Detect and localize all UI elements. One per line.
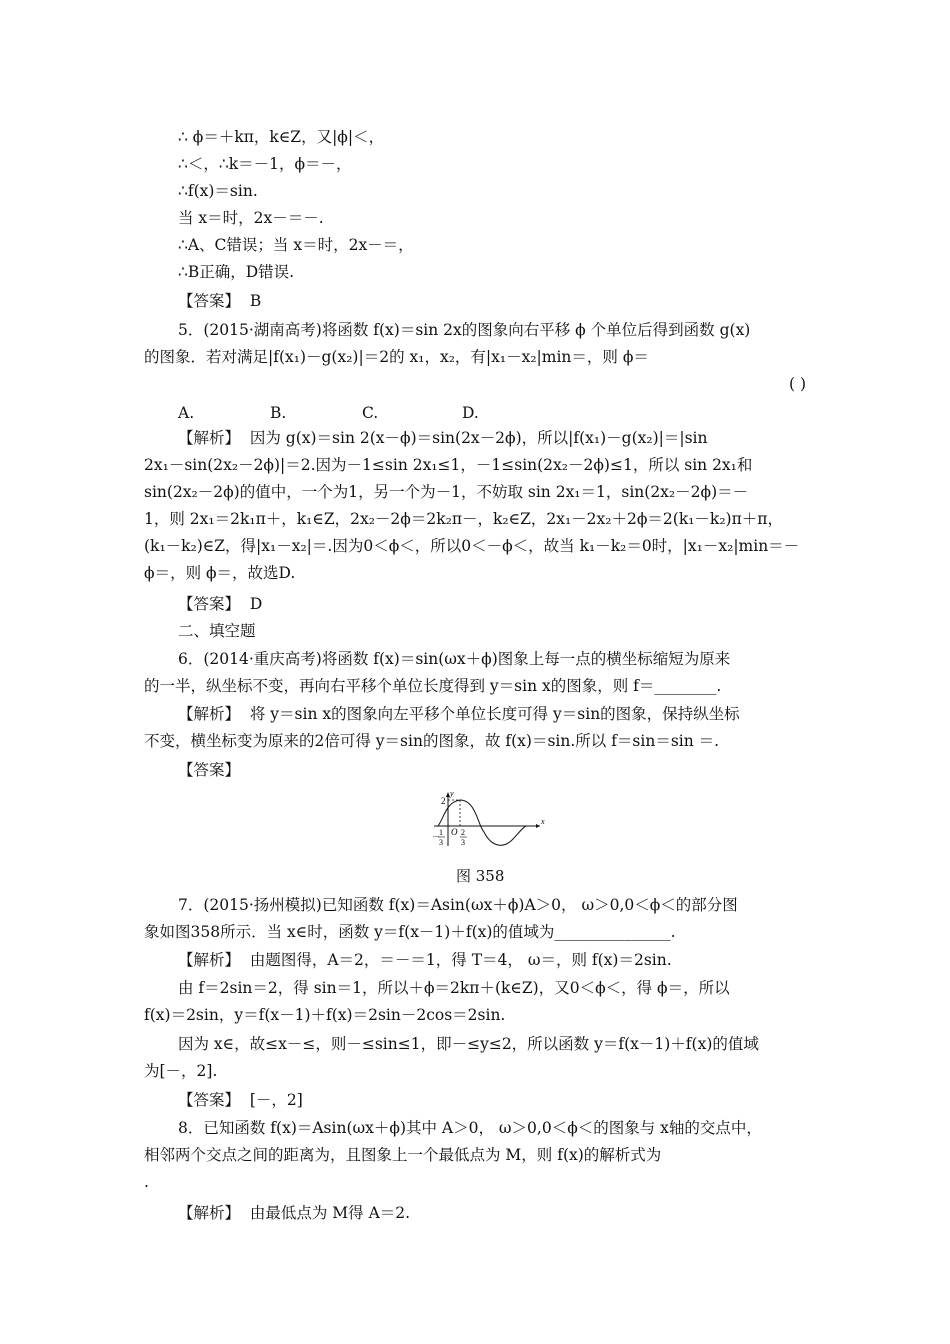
question-6-line: 6．(2014·重庆高考)将函数 f(x)＝sin(ωx＋ϕ)图象上每一点的横坐标缩短为原来 <box>178 650 731 668</box>
text-line: ∴ ϕ＝＋kπ，k∈Z，又|ϕ|＜， <box>178 128 385 146</box>
answer-bracket: ( ) <box>788 375 806 393</box>
question-8-line: 8．已知函数 f(x)＝Asin(ωx＋ϕ)其中 A＞0， ω＞0,0＜ϕ＜的图象与 x轴的交点中， <box>178 1119 762 1137</box>
sine-curve <box>438 800 526 845</box>
answer-line: 【答案】 <box>178 761 241 779</box>
analysis-line: f(x)＝2sin，y＝f(x－1)＋f(x)＝2sin－2cos＝2sin. <box>144 1006 506 1024</box>
x-axis-label: x <box>541 817 545 826</box>
question-7-line: 象如图358所示．当 x∈时，函数 y＝f(x－1)＋f(x)的值域为_______________. <box>144 923 676 941</box>
text-line: ∴B正确，D错误. <box>178 263 295 281</box>
choice-d: D. <box>462 404 479 422</box>
analysis-line: ϕ＝，则 ϕ＝，故选D. <box>144 564 296 582</box>
question-5-line: 的图象．若对满足|f(x₁)－g(x₂)|＝2的 x₁，x₂，有|x₁－x₂|min＝，则 ϕ＝ <box>144 348 649 366</box>
y-tick-2: 2 <box>441 796 446 806</box>
analysis-line: sin(2x₂－2ϕ)的值中，一个为1，另一个为－1，不妨取 sin 2x₁＝1，sin(2x₂－2ϕ)＝－ <box>144 483 749 501</box>
choice-a: A. <box>178 404 195 422</box>
text-line: 当 x＝时，2x－＝－. <box>178 209 324 227</box>
x-axis-arrow <box>536 824 540 828</box>
question-8-line: 相邻两个交点之间的距离为，且图象上一个最低点为 M，则 f(x)的解析式为 <box>144 1146 662 1164</box>
analysis-line: (k₁－k₂)∈Z，得|x₁－x₂|＝.因为0＜ϕ＜，所以0＜－ϕ＜，故当 k₁－k₂＝0时，|x₁－x₂|min＝－ <box>144 537 800 555</box>
question-5-line: 5．(2015·湖南高考)将函数 f(x)＝sin 2x的图象向右平移 ϕ 个单位后得到函数 g(x) <box>178 321 751 339</box>
figure-caption: 图 358 <box>456 867 505 885</box>
analysis-line: 由 f＝2sin＝2，得 sin＝1，所以＋ϕ＝2kπ＋(k∈Z)，又0＜ϕ＜，得 ϕ＝，所以 <box>178 979 730 997</box>
choice-b: B. <box>270 404 287 422</box>
analysis-line: 1，则 2x₁＝2k₁π＋，k₁∈Z，2x₂－2ϕ＝2k₂π－，k₂∈Z，2x₁－2x₂＋2ϕ＝2(k₁－k₂)π＋π， <box>144 510 783 528</box>
y-axis-label: y <box>450 789 454 798</box>
analysis-line: 【解析】 将 y＝sin x的图象向左平移个单位长度可得 y＝sin的图象，保持纵坐标 <box>178 705 740 723</box>
origin-label: O <box>451 827 458 837</box>
analysis-line: 2x₁－sin(2x₂－2ϕ)|＝2.因为－1≤sin 2x₁≤1，－1≤sin(2x₂－2ϕ)≤1，所以 sin 2x₁和 <box>144 456 753 474</box>
analysis-line: 【解析】 因为 g(x)＝sin 2(x－ϕ)＝sin(2x－2ϕ)，所以|f(x₁)－g(x₂)|＝|sin <box>178 429 708 447</box>
text-line: ∴f(x)＝sin. <box>178 182 258 200</box>
analysis-line: 【解析】 由题图得，A＝2，＝－＝1，得 T＝4， ω＝，则 f(x)＝2sin. <box>178 951 672 969</box>
question-8-line: . <box>144 1173 149 1191</box>
tick-2-3-denominator: 3 <box>461 838 465 847</box>
text-line: ∴＜，∴k＝－1，ϕ＝－， <box>178 155 352 173</box>
analysis-line: 为[－，2]. <box>144 1062 218 1080</box>
tick-minus-sign: － <box>432 832 440 841</box>
text-line: ∴A、C错误；当 x＝时，2x－＝， <box>178 236 414 254</box>
analysis-line: 【解析】 由最低点为 M得 A＝2. <box>178 1204 411 1222</box>
analysis-line: 因为 x∈，故≤x－≤，则－≤sin≤1，即－≤y≤2，所以函数 y＝f(x－1)＋f(x)的值域 <box>178 1035 759 1053</box>
answer-line: 【答案】 D <box>178 595 263 613</box>
question-6-line: 的一半，纵坐标不变，再向右平移个单位长度得到 y＝sin x的图象，则 f＝________. <box>144 677 722 695</box>
tick-1-3-numerator: 1 <box>439 828 443 837</box>
tick-1-3-denominator: 3 <box>439 838 443 847</box>
analysis-line: 不变，横坐标变为原来的2倍可得 y＝sin的图象，故 f(x)＝sin.所以 f＝sin＝sin ＝. <box>144 732 720 750</box>
answer-line: 【答案】 [－，2] <box>178 1091 303 1109</box>
sine-graph-figure <box>430 788 548 848</box>
tick-2-3-numerator: 2 <box>461 828 465 837</box>
answer-line: 【答案】 B <box>178 292 262 310</box>
question-7-line: 7．(2015·扬州模拟)已知函数 f(x)＝Asin(ωx＋ϕ)A＞0， ω＞0,0＜ϕ＜的部分图 <box>178 896 738 914</box>
section-heading: 二、填空题 <box>178 622 256 640</box>
choice-c: C. <box>362 404 379 422</box>
